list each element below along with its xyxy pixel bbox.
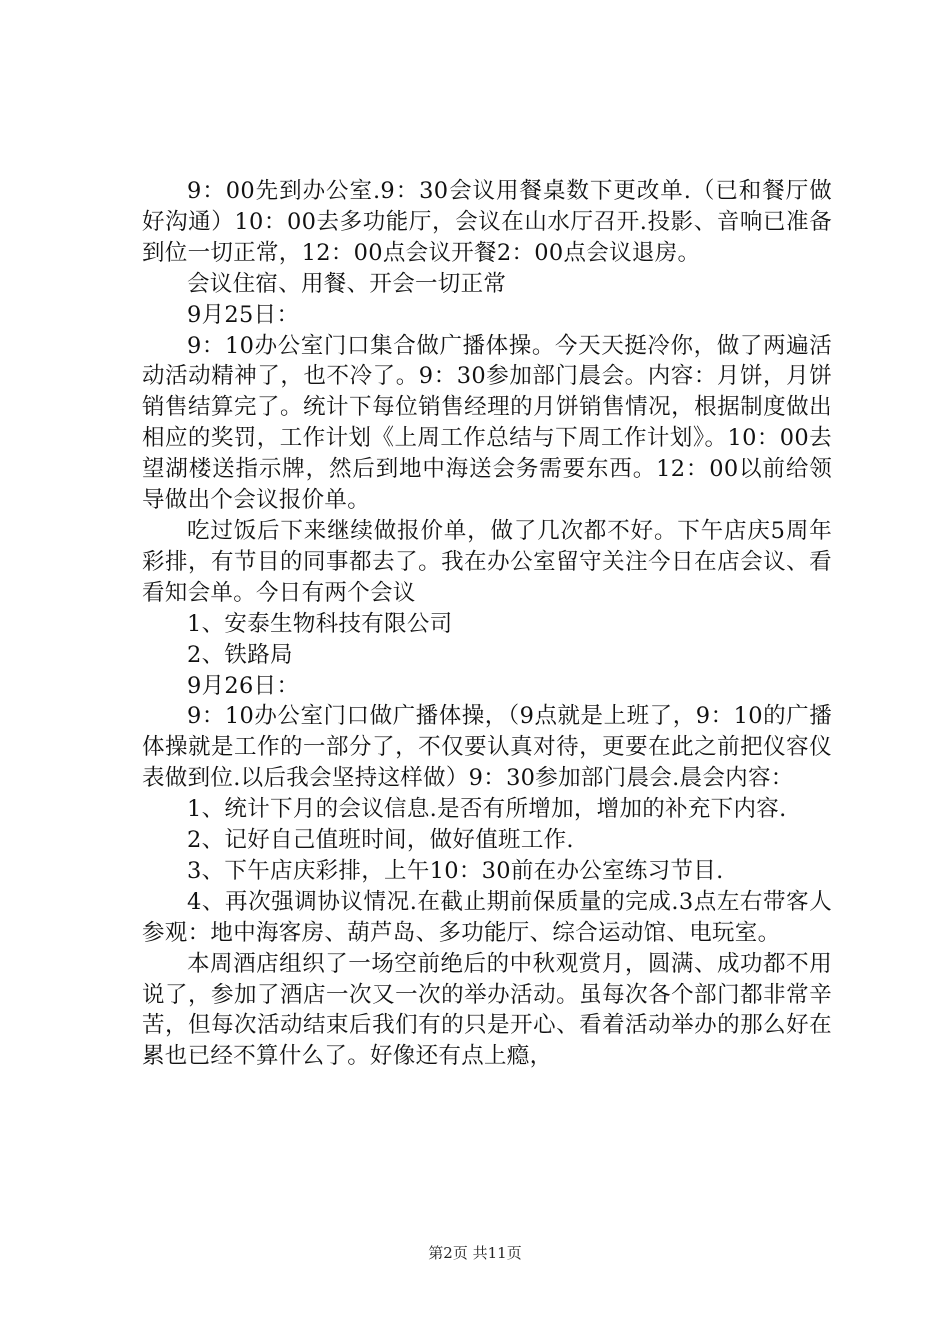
paragraph-1: 9：00先到办公室.9：30会议用餐桌数下更改单.（已和餐厅做好沟通）10：00去多功能厅，会议在山水厅召开.投影、音响已准备到位一切正常，12：00点会议开餐2：00点会议退房。 [142, 178, 832, 266]
list-item: 1、统计下月的会议信息.是否有所增加，增加的补充下内容. [187, 796, 787, 823]
document-body [142, 176, 832, 1072]
list-item: 4、再次强调协议情况.在截止期前保质量的完成.3点左右带客人参观：地中海客房、葫芦岛、多功能厅、综合运动馆、电玩室。 [142, 888, 832, 946]
paragraph-3: 9：10办公室门口集合做广播体操。今天天挺冷你，做了两遍活动活动精神了，也不冷了。9：30参加部门晨会。内容：月饼，月饼销售结算完了。统计下每位销售经理的月饼销售情况，根据制度做出相应的奖罚，工作计划《上周工作总结与下周工作计划》。10：00去望湖楼送指示牌，然后到地中海送会务需要东西。12：00以前给领导做出个会议报价单。 [142, 332, 832, 514]
paragraph-2: 会议住宿、用餐、开会一切正常 [187, 270, 507, 297]
list-item: 1、安泰生物科技有限公司 [187, 610, 453, 637]
list-item: 2、铁路局 [187, 641, 293, 668]
date-heading-sep-26: 9月26日： [187, 672, 300, 699]
date-heading-sep-25: 9月25日： [187, 301, 300, 328]
list-item: 2、记好自己值班时间，做好值班工作. [187, 827, 574, 854]
paragraph-4: 吃过饭后下来继续做报价单，做了几次都不好。下午店庆5周年彩排，有节目的同事都去了。我在办公室留守关注今日在店会议、看看知会单。今日有两个会议 [142, 517, 832, 606]
list-item: 3、下午店庆彩排，上午10：30前在办公室练习节目. [187, 857, 724, 884]
page-number-footer: 第2页 共11页 [428, 1244, 522, 1262]
paragraph-5: 9：10办公室门口做广播体操，（9点就是上班了，9：10的广播体操就是工作的一部分了，不仅要认真对待，更要在此之前把仪容仪表做到位.以后我会坚持这样做）9：30参加部门晨会.晨会内容： [142, 703, 832, 792]
paragraph-6: 本周酒店组织了一场空前绝后的中秋观赏月，圆满、成功都不用说了，参加了酒店一次又一次的举办活动。虽每次各个部门都非常辛苦，但每次活动结束后我们有的只是开心、看着活动举办的那么好在累也已经不算什么了。好像还有点上瘾， [142, 950, 832, 1070]
